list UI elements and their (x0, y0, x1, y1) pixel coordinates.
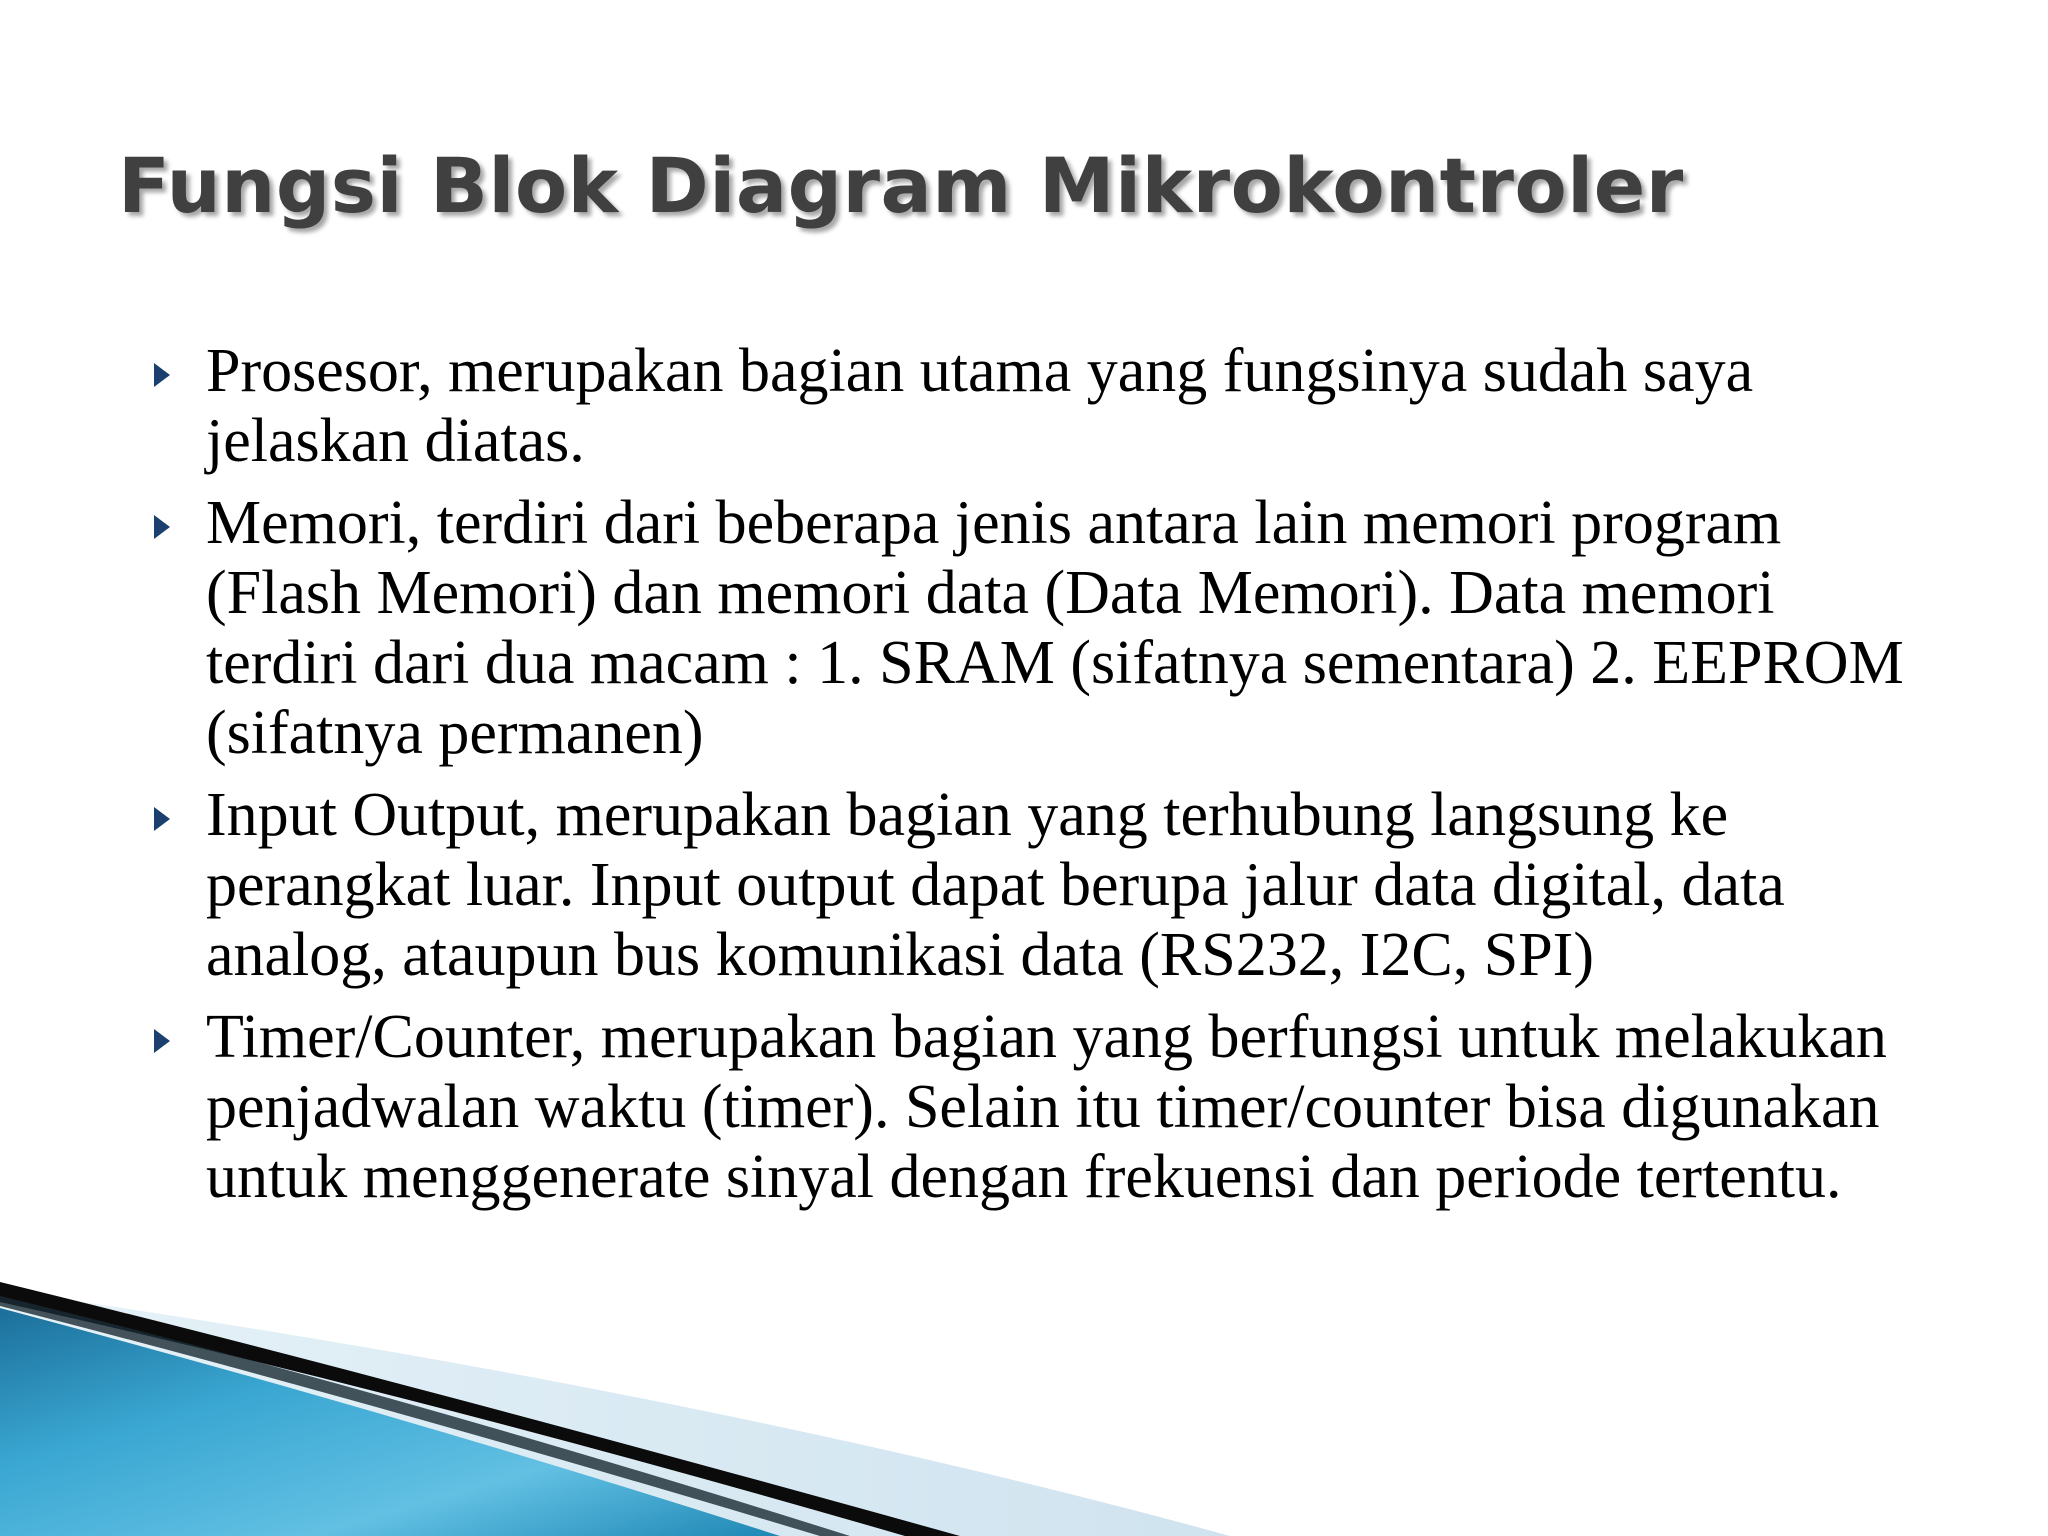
slide-title: Fungsi Blok Diagram Mikrokontroler (118, 141, 1684, 230)
bullet-item-input-output (150, 780, 1910, 990)
bullet-text: Prosesor, merupakan bagian utama yang fungsinya sudah saya jelaskan diatas. (206, 337, 1754, 475)
bullet-item-timer-counter (150, 1002, 1910, 1212)
bullet-item-prosesor (150, 336, 1910, 476)
triangle-bullet-icon (154, 363, 170, 387)
bullet-text: Timer/Counter, merupakan bagian yang berfungsi untuk melakukan penjadwalan waktu (timer). Selain itu timer/counter bisa digunakan untuk menggenerate sinyal dengan frekuensi dan periode tertentu. (206, 1003, 1887, 1211)
triangle-bullet-icon (154, 807, 170, 831)
bullet-text: Input Output, merupakan bagian yang terhubung langsung ke perangkat luar. Input output dapat berupa jalur data digital, data analog, ataupun bus komunikasi data (RS232, I2C, SPI) (206, 781, 1785, 989)
triangle-bullet-icon (154, 515, 170, 539)
triangle-bullet-icon (154, 1029, 170, 1053)
bullet-text: Memori, terdiri dari beberapa jenis antara lain memori program (Flash Memori) dan memori data (Data Memori). Data memori terdiri dari dua macam : 1. SRAM (sifatnya sementara) 2. EEPROM (sifatnya permanen) (206, 489, 1904, 767)
bullet-list (150, 336, 1910, 1224)
bullet-item-memori (150, 488, 1910, 768)
